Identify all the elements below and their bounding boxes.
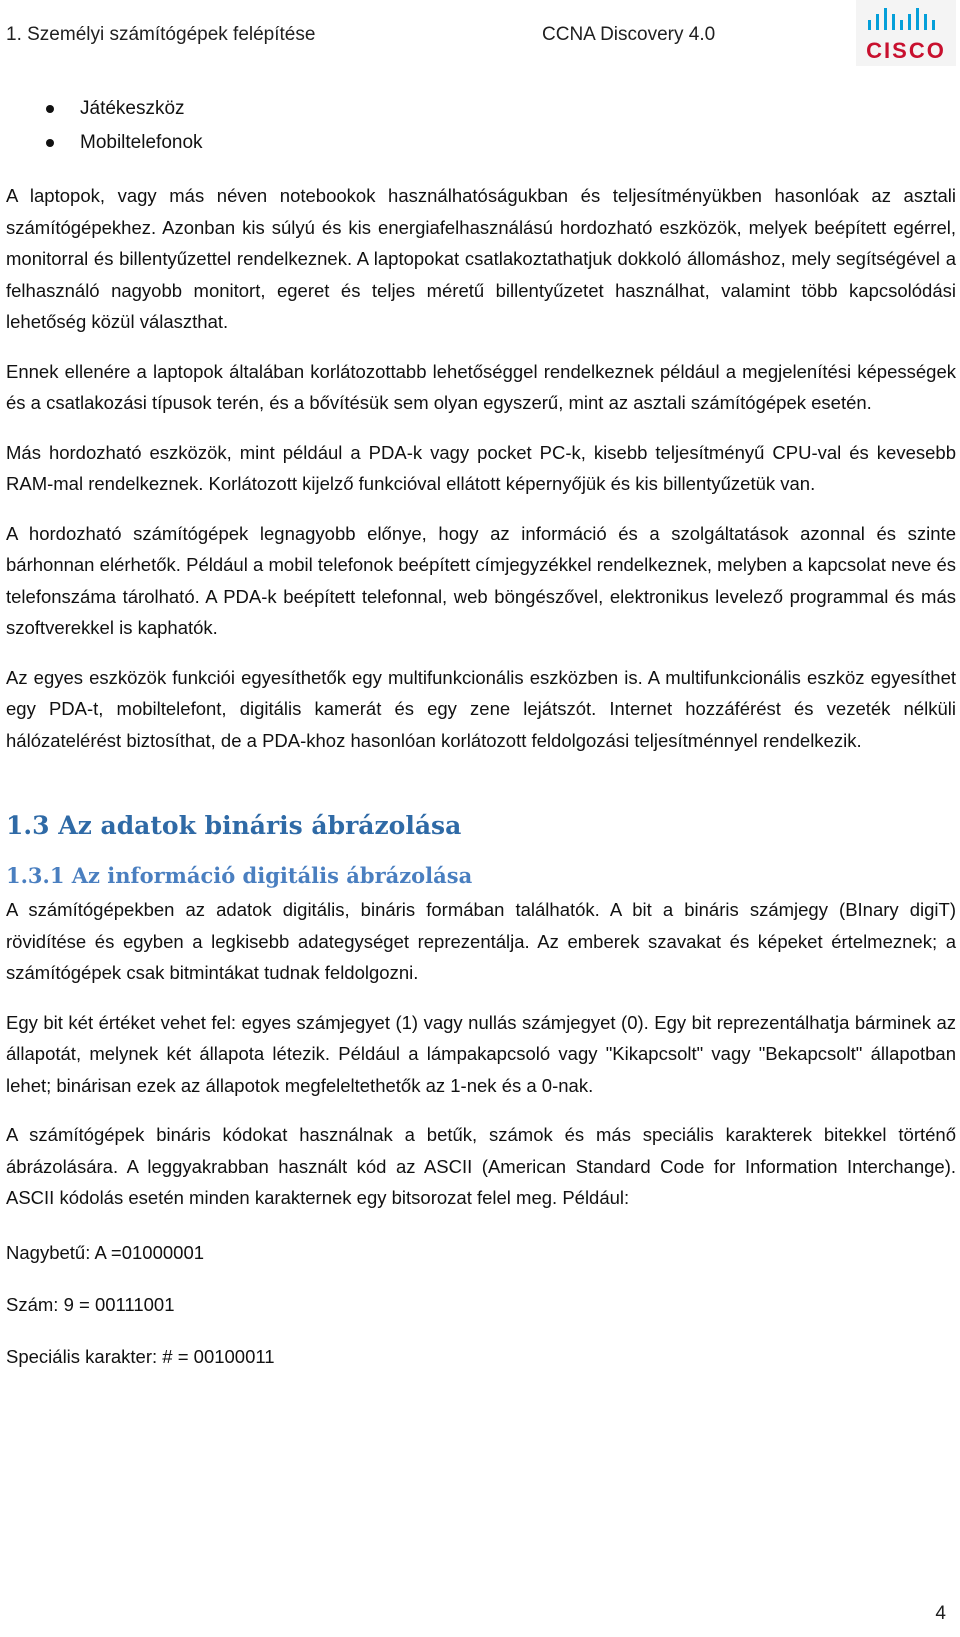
cisco-bars-logo-icon (866, 6, 946, 36)
list-item: Játékeszköz (6, 92, 956, 126)
paragraph-laptops: A laptopok, vagy más néven notebookok használhatóságukban és teljesítményükben hasonlóak az asztali számítógépekhez. Azonban kis súlyú és kis energiafelhasználású hordozható eszközök, melyek beépített egérrel, monitorral és billentyűzettel rendelkeznek. A laptopokat csatlakoztathatjuk dokkoló állomáshoz, mely segítségével a felhasználó nagyobb monitort, egeret és teljes méretű billentyűzetet használhat, valamint több kapcsolódási lehetőség közül választhat. (6, 185, 956, 332)
chapter-title: 1. Személyi számítógépek felépítése (6, 24, 316, 45)
page-content (6, 92, 956, 1370)
page-number: 4 (935, 1603, 946, 1624)
subsection-heading: 1.3.1 Az információ digitális ábrázolása (6, 863, 473, 888)
paragraph-binary-data: A számítógépekben az adatok digitális, bináris formában találhatók. A bit a bináris számjegy (BInary digiT) rövidítése és egyben a legkisebb adategységet reprezentálja. Az emberek szavakat és képeket értelmeznek; a számítógépek csak bitmintákat tudnak feldolgozni. (6, 899, 956, 983)
example-digit: Szám: 9 = 00111001 (6, 1293, 175, 1315)
example-uppercase: Nagybetű: A =01000001 (6, 1241, 205, 1263)
page-header (6, 20, 946, 63)
course-title: CCNA Discovery 4.0 (542, 24, 716, 45)
paragraph-bit-values: Egy bit két értéket vehet fel: egyes számjegyet (1) vagy nullás számjegyet (0). Egy bit reprezentálhatja bárminek az állapotát, melynek két állapota létezik. Például a lámpakapcsoló vagy "Kikapcsolt" vagy "Bekapcsolt" állapotban lehet; binárisan ezek az állapotok megfeleltethetők az 1-nek és a 0-nak. (6, 1011, 956, 1096)
paragraph-portable-advantage: A hordozható számítógépek legnagyobb előnye, hogy az információ és a szolgáltatások azonnal és szinte bárhonnan elérhetők. Például a mobil telefonok beépített címjegyzékkel rendelkeznek, melyben a kapcsolat neve és telefonszáma tárolható. A PDA-k beépített telefonnal, web böngészővel, elektronikus levelező programmal és más szoftverekkel is kaphatók. (6, 522, 956, 638)
paragraph-ascii: A számítógépek bináris kódokat használnak a betűk, számok és más speciális karakterek bitekkel történő ábrázolására. A leggyakrabban használt kód az ASCII (American Standard Code for Information Interchange). ASCII kódolás esetén minden karakternek egy bitsorozat felel meg. Például: (6, 1124, 956, 1208)
paragraph-pda: Más hordozható eszközök, mint például a PDA-k vagy pocket PC-k, kisebb teljesítményű CPU-val és kevesebb RAM-mal rendelkeznek. Korlátozott kijelző funkcióval ellátott képernyőjük és kis billentyűzetük van. (6, 441, 956, 494)
cisco-logo-text: CISCO (866, 38, 946, 63)
bullet-list (6, 92, 956, 160)
cisco-logo (856, 0, 956, 66)
paragraph-laptop-limits: Ennek ellenére a laptopok általában korlátozottabb lehetőséggel rendelkeznek például a megjelenítési képességek és a csatlakozási típusok terén, és a bővítésük sem olyan egyszerű, mint az asztali számítógépek esetén. (6, 360, 956, 413)
list-item: Mobiltelefonok (6, 126, 956, 160)
section-heading: 1.3 Az adatok bináris ábrázolása (6, 811, 462, 840)
paragraph-multifunction: Az egyes eszközök funkciói egyesíthetők egy multifunkcionális eszközben is. A multifunkcionális eszköz egyesíthet egy PDA-t, mobiltelefont, digitális kamerát és egy zene lejátszót. Internet hozzáférést és vezeték nélküli hálózatelérést biztosíthat, de a PDA-khoz hasonlóan korlátozott feldolgozási teljesítménnyel rendelkezik. (6, 666, 956, 751)
example-special-char: Speciális karakter: # = 00100011 (6, 1345, 275, 1367)
